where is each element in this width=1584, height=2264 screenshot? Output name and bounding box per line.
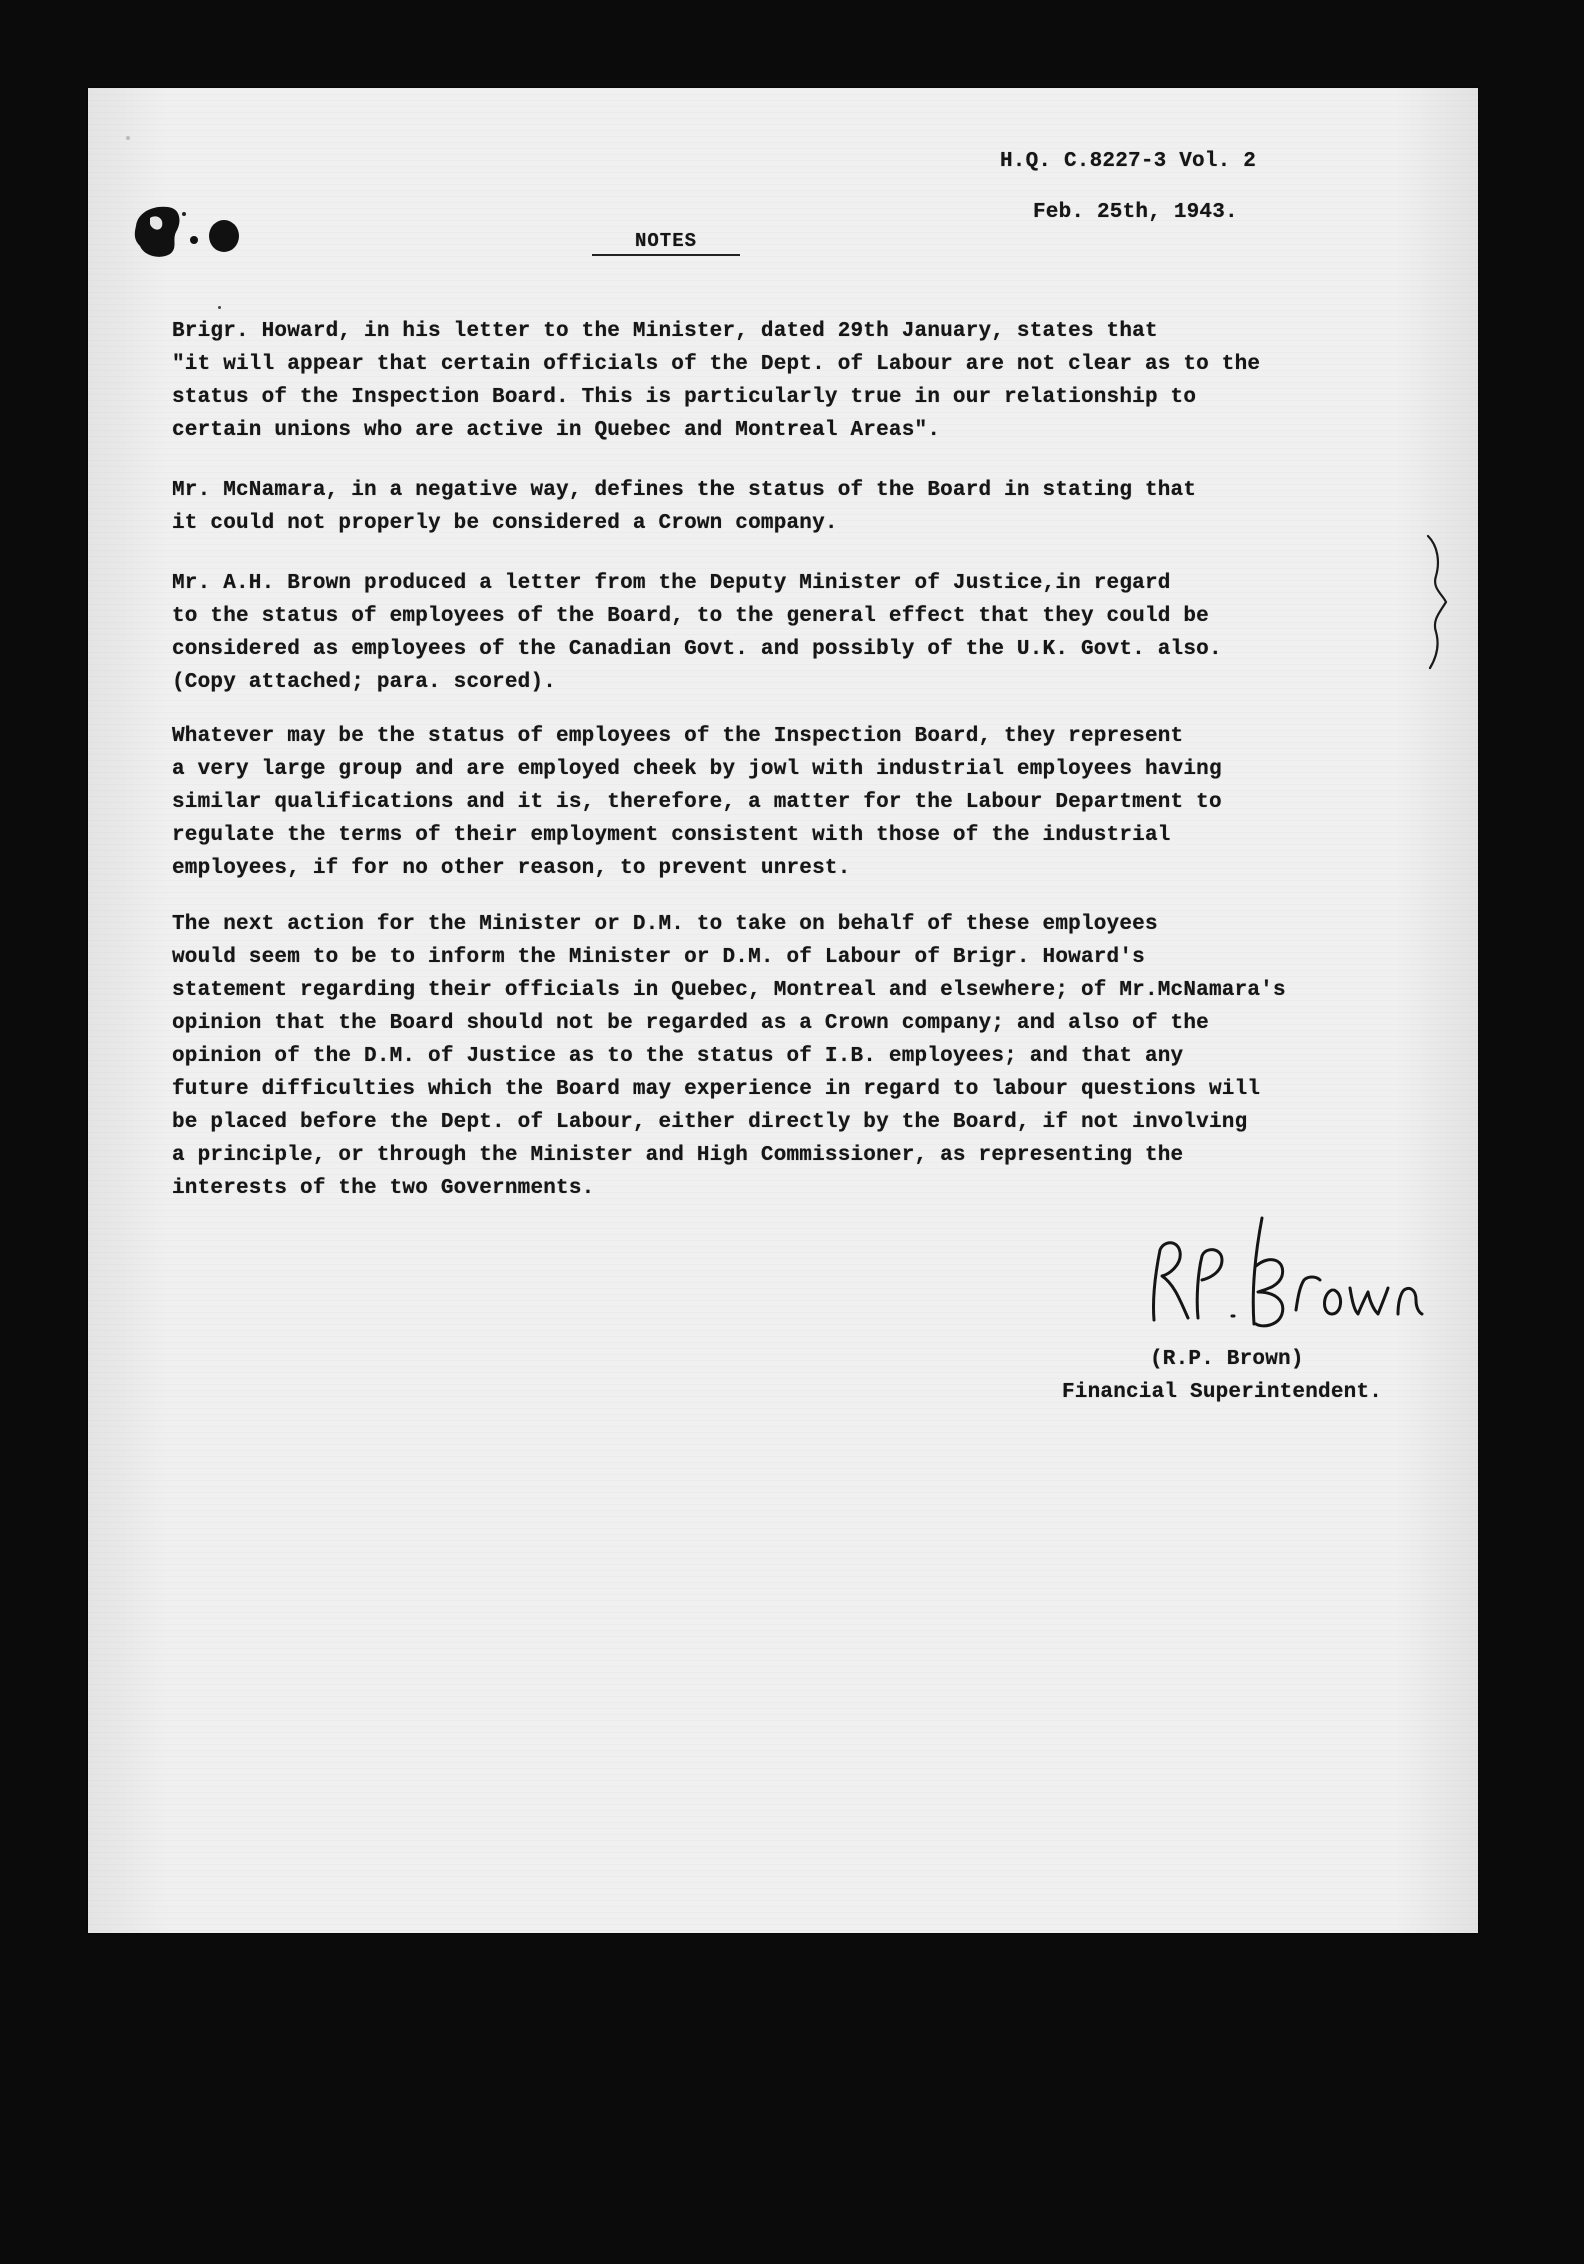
paragraph-4: Whatever may be the status of employees of the Inspection Board, they represent a very large group and are employed cheek by jowl with industrial employees having similar qualifications and it is, therefore, a matter for the Labour Department to regulate the terms of their employment consistent with those of the industrial employees, if for no other reason, to prevent unrest. xyxy=(172,725,1222,880)
paragraph-3: Mr. A.H. Brown produced a letter from the Deputy Minister of Justice,in regard to the status of employees of the Board, to the general effect that they could be considered as employees of the Canadian Govt. and possibly of the U.K. Govt. also. (Copy attached; para. scored). xyxy=(172,572,1222,694)
signatory-name: (R.P. Brown) xyxy=(1150,1348,1304,1371)
scan-speck xyxy=(126,136,130,140)
ink-blot-mark xyxy=(128,196,248,266)
document-date: Feb. 25th, 1943. xyxy=(1033,201,1238,224)
handwritten-signature xyxy=(1136,1200,1436,1350)
paragraph-1: Brigr. Howard, in his letter to the Minister, dated 29th January, states that "it will appear that certain officials of the Dept. of Labour are not clear as to the status of the Inspection Board. This is particularly true in our relationship to certain unions who are active in Quebec and Montreal Areas". xyxy=(172,320,1261,442)
file-reference: H.Q. C.8227-3 Vol. 2 xyxy=(1000,150,1257,173)
scan-speck xyxy=(218,306,221,309)
margin-scoring-bracket xyxy=(1422,532,1452,672)
paragraph-5: The next action for the Minister or D.M. to take on behalf of these employees would seem to be to inform the Minister or D.M. of Labour of Brigr. Howard's statement regarding their officials in Quebec, Montreal and elsewhere; of Mr.McNamara's opinion that the Board should not be regarded as a Crown company; and also of the opinion of the D.M. of Justice as to the status of I.B. employees; and that any future difficulties which the Board may experience in regard to labour questions will be placed before the Dept. of Labour, either directly by the Board, if not involving a principle, or through the Minister and High Commissioner, as representing the interests of the two Governments. xyxy=(172,913,1286,1200)
document-heading: NOTES xyxy=(592,230,740,256)
signatory-title: Financial Superintendent. xyxy=(1062,1381,1383,1404)
paragraph-2: Mr. McNamara, in a negative way, defines the status of the Board in stating that it could not properly be considered a Crown company. xyxy=(172,479,1197,535)
